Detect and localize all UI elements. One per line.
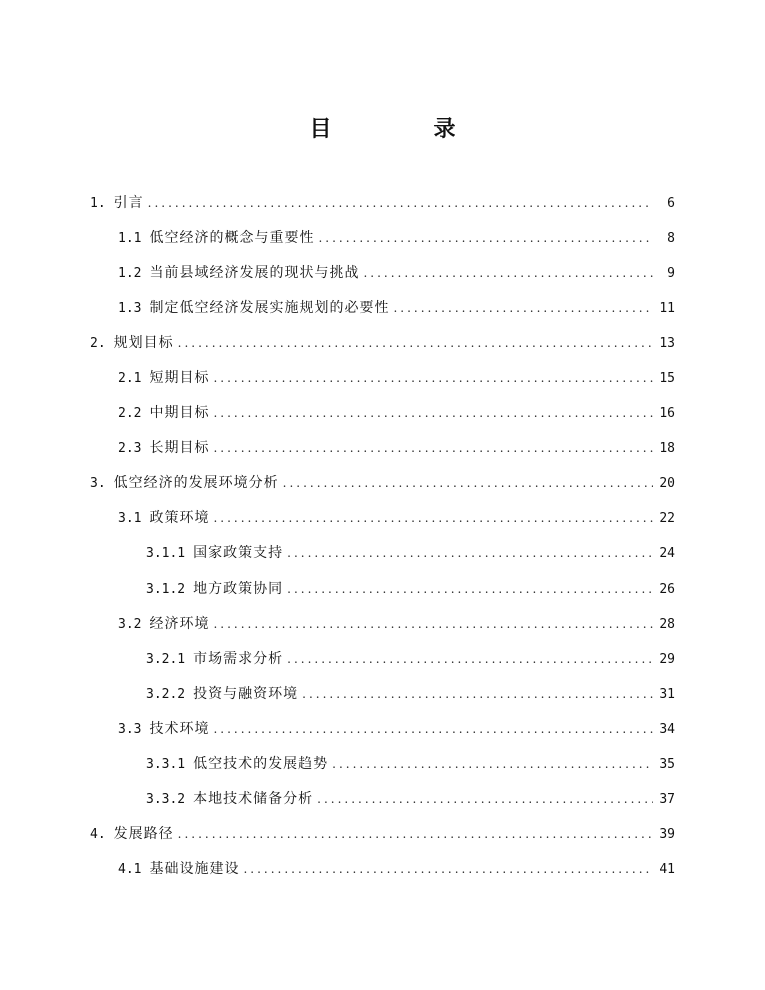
toc-entry-title: 本地技术储备分析 bbox=[193, 790, 314, 807]
toc-entry-number: 3.1.1 bbox=[146, 546, 186, 562]
toc-dot-leader bbox=[332, 747, 653, 782]
toc-entry-title: 发展路径 bbox=[113, 825, 174, 842]
toc-entry[interactable] bbox=[0, 572, 765, 607]
toc-entry[interactable] bbox=[0, 256, 765, 291]
toc-entry-number: 3. bbox=[90, 476, 106, 492]
toc-entry-title: 制定低空经济发展实施规划的必要性 bbox=[149, 300, 390, 317]
toc-entry-number: 4. bbox=[90, 826, 106, 842]
toc-entry-title: 低空经济的概念与重要性 bbox=[149, 230, 315, 247]
toc-entry-line bbox=[118, 431, 765, 466]
toc-entry-number: 2.3 bbox=[118, 441, 142, 457]
toc-entry[interactable] bbox=[0, 186, 765, 221]
toc-entry-page: 35 bbox=[659, 756, 675, 772]
toc-entry-line bbox=[118, 712, 765, 747]
toc-entry-title: 长期目标 bbox=[149, 440, 210, 457]
toc-entry-page: 13 bbox=[659, 336, 675, 352]
toc-entry[interactable] bbox=[0, 431, 765, 466]
toc-entry[interactable] bbox=[0, 326, 765, 361]
toc-dot-leader bbox=[213, 712, 653, 747]
toc-entry-number: 1.2 bbox=[118, 266, 142, 282]
toc-dot-leader bbox=[283, 466, 653, 501]
toc-entry[interactable] bbox=[0, 852, 765, 887]
toc-dot-leader bbox=[317, 782, 653, 817]
toc-entry-page: 29 bbox=[659, 651, 675, 667]
toc-entry-number: 4.1 bbox=[118, 861, 142, 877]
toc-entry-page: 28 bbox=[659, 616, 675, 632]
toc-entry-title: 中期目标 bbox=[149, 405, 210, 422]
toc-entry-line bbox=[118, 291, 765, 326]
toc-entry[interactable] bbox=[0, 747, 765, 782]
toc-entry-page: 24 bbox=[659, 546, 675, 562]
toc-dot-leader bbox=[363, 256, 653, 291]
toc-entry-line bbox=[146, 536, 765, 571]
toc-dot-leader bbox=[213, 607, 653, 642]
toc-entry-line bbox=[118, 396, 765, 431]
toc-entry-title: 规划目标 bbox=[113, 335, 174, 352]
toc-entry[interactable] bbox=[0, 677, 765, 712]
toc-entry-line bbox=[90, 817, 765, 852]
toc-entry-line bbox=[118, 221, 765, 256]
toc-entry-title: 政策环境 bbox=[149, 510, 210, 527]
toc-entry[interactable] bbox=[0, 817, 765, 852]
toc-entry[interactable] bbox=[0, 466, 765, 501]
toc-entry-line bbox=[146, 677, 765, 712]
toc-list bbox=[0, 186, 765, 887]
toc-dot-leader bbox=[393, 291, 653, 326]
toc-entry-number: 3.1.2 bbox=[146, 581, 186, 597]
toc-entry[interactable] bbox=[0, 291, 765, 326]
toc-entry-page: 8 bbox=[667, 231, 675, 247]
toc-entry-line bbox=[118, 852, 765, 887]
toc-entry-page: 31 bbox=[659, 686, 675, 702]
toc-entry[interactable] bbox=[0, 642, 765, 677]
toc-entry-page: 26 bbox=[659, 581, 675, 597]
toc-entry-title: 当前县域经济发展的现状与挑战 bbox=[149, 265, 360, 282]
toc-entry[interactable] bbox=[0, 536, 765, 571]
toc-entry-title: 低空技术的发展趋势 bbox=[193, 755, 329, 772]
toc-entry-page: 37 bbox=[659, 791, 675, 807]
toc-entry-number: 2.2 bbox=[118, 406, 142, 422]
toc-entry-page: 16 bbox=[659, 406, 675, 422]
toc-entry-number: 3.1 bbox=[118, 511, 142, 527]
toc-dot-leader bbox=[213, 361, 653, 396]
toc-entry-line bbox=[90, 326, 765, 361]
toc-entry[interactable] bbox=[0, 361, 765, 396]
toc-entry-line bbox=[146, 642, 765, 677]
toc-title: 目 录 bbox=[309, 117, 496, 142]
toc-entry-title: 经济环境 bbox=[149, 615, 210, 632]
toc-entry[interactable] bbox=[0, 221, 765, 256]
toc-entry-line bbox=[90, 466, 765, 501]
toc-entry-title: 技术环境 bbox=[149, 720, 210, 737]
toc-entry[interactable] bbox=[0, 712, 765, 747]
toc-dot-leader bbox=[213, 396, 653, 431]
toc-entry-title: 基础设施建设 bbox=[149, 860, 240, 877]
toc-entry-page: 41 bbox=[659, 861, 675, 877]
toc-entry-number: 3.3.2 bbox=[146, 791, 186, 807]
toc-entry-page: 34 bbox=[659, 721, 675, 737]
toc-entry-title: 引言 bbox=[113, 195, 144, 212]
toc-dot-leader bbox=[287, 572, 653, 607]
toc-entry-page: 18 bbox=[659, 441, 675, 457]
toc-entry-number: 1. bbox=[90, 196, 106, 212]
toc-dot-leader bbox=[148, 186, 653, 221]
toc-entry-line bbox=[118, 256, 765, 291]
toc-entry-number: 3.3.1 bbox=[146, 756, 186, 772]
toc-entry-page: 11 bbox=[659, 301, 675, 317]
toc-entry-line bbox=[118, 607, 765, 642]
toc-entry[interactable] bbox=[0, 501, 765, 536]
toc-entry-line bbox=[118, 361, 765, 396]
toc-entry-title: 国家政策支持 bbox=[193, 545, 284, 562]
toc-dot-leader bbox=[302, 677, 653, 712]
toc-entry[interactable] bbox=[0, 782, 765, 817]
toc-entry-page: 15 bbox=[659, 371, 675, 387]
toc-entry-title: 低空经济的发展环境分析 bbox=[113, 475, 279, 492]
toc-entry-number: 3.3 bbox=[118, 721, 142, 737]
toc-entry-line bbox=[118, 501, 765, 536]
toc-entry-number: 3.2.2 bbox=[146, 686, 186, 702]
toc-entry-number: 1.1 bbox=[118, 231, 142, 247]
toc-entry-line bbox=[146, 782, 765, 817]
toc-dot-leader bbox=[287, 536, 653, 571]
toc-entry-title: 投资与融资环境 bbox=[193, 685, 299, 702]
toc-entry-line bbox=[146, 747, 765, 782]
toc-entry-page: 39 bbox=[659, 826, 675, 842]
toc-entry-number: 1.3 bbox=[118, 301, 142, 317]
toc-entry-line bbox=[90, 186, 765, 221]
toc-entry-number: 2.1 bbox=[118, 371, 142, 387]
toc-dot-leader bbox=[178, 326, 653, 361]
toc-entry-title: 短期目标 bbox=[149, 370, 210, 387]
toc-entry-page: 9 bbox=[667, 266, 675, 282]
toc-entry-title: 市场需求分析 bbox=[193, 650, 284, 667]
toc-dot-leader bbox=[287, 642, 653, 677]
toc-entry-number: 3.2.1 bbox=[146, 651, 186, 667]
toc-dot-leader bbox=[213, 431, 653, 466]
toc-entry-title: 地方政策协同 bbox=[193, 580, 284, 597]
toc-dot-leader bbox=[243, 852, 653, 887]
toc-entry-page: 20 bbox=[659, 476, 675, 492]
toc-entry-page: 22 bbox=[659, 511, 675, 527]
toc-entry-page: 6 bbox=[667, 196, 675, 212]
toc-dot-leader bbox=[178, 817, 653, 852]
toc-entry-number: 3.2 bbox=[118, 616, 142, 632]
toc-entry-line bbox=[146, 572, 765, 607]
toc-dot-leader bbox=[318, 221, 653, 256]
toc-entry-number: 2. bbox=[90, 336, 106, 352]
toc-entry[interactable] bbox=[0, 396, 765, 431]
toc-dot-leader bbox=[213, 501, 653, 536]
toc-entry[interactable] bbox=[0, 607, 765, 642]
